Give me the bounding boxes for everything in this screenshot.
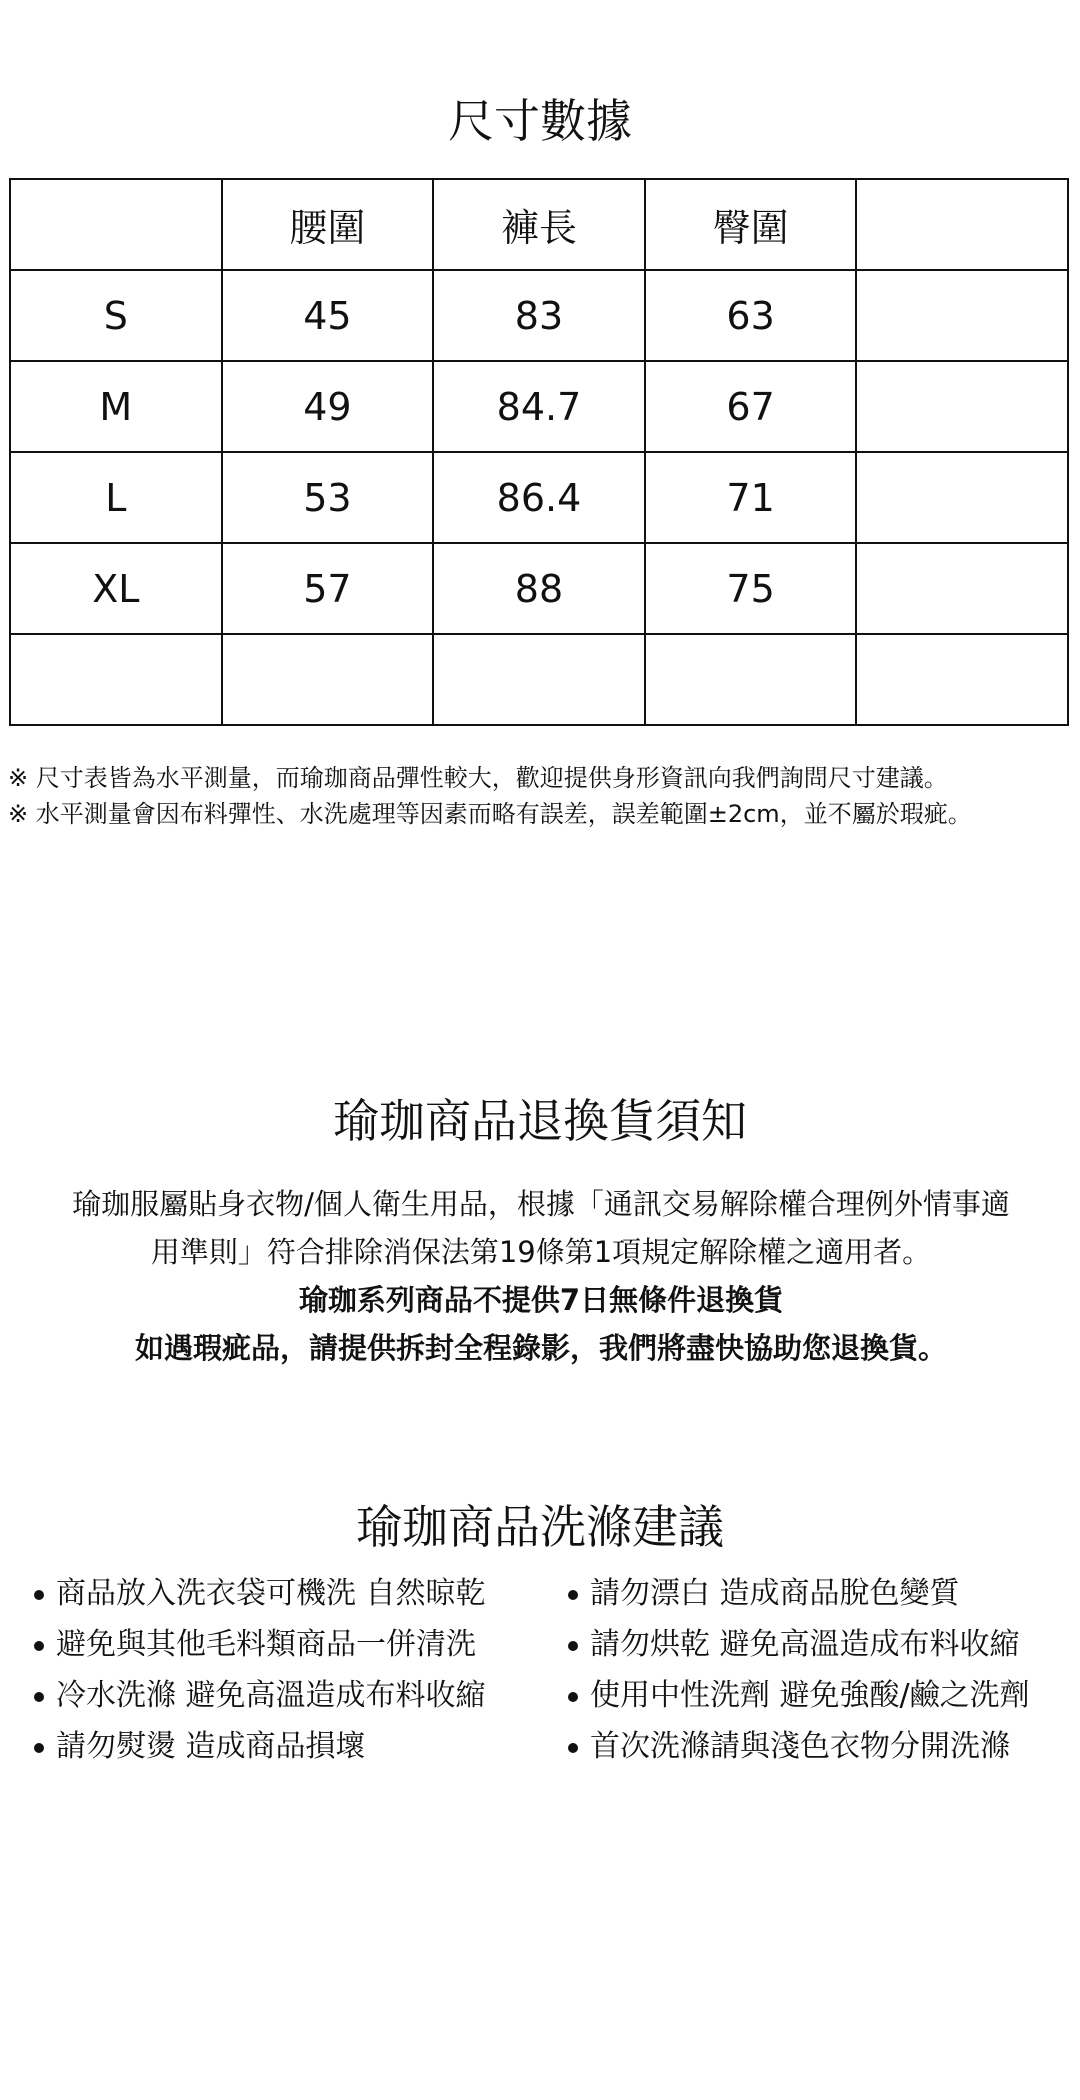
care-item-text: 冷水洗滌 避免高溫造成布料收縮 [56,1678,486,1713]
table-row [10,361,1068,452]
extra-cell [856,361,1068,452]
extra-cell [856,452,1068,543]
header-cell-length: 褲長 [433,179,645,270]
size-table-header-row [10,179,1068,270]
waist-cell: 53 [222,452,434,543]
length-cell [433,634,645,725]
extra-cell [856,634,1068,725]
bullet-icon [34,1641,44,1651]
list-item [544,1670,1030,1721]
length-cell: 83 [433,270,645,361]
bullet-icon [568,1743,578,1753]
care-section-title: 瑜珈商品洗滌建議 [356,1500,724,1554]
return-notice-bold: 如遇瑕疵品，請提供拆封全程錄影，我們將盡快協助您退換貨。 [134,1331,947,1365]
size-cell: L [10,452,222,543]
size-note: ※ 水平測量會因布料彈性、水洗處理等因素而略有誤差，誤差範圍±2cm，並不屬於瑕疵。 [8,800,972,828]
bullet-icon [568,1641,578,1651]
size-table [9,178,1069,726]
care-item-text: 使用中性洗劑 避免強酸/鹼之洗劑 [590,1678,1030,1713]
care-item-text: 商品放入洗衣袋可機洗 自然晾乾 [56,1576,486,1611]
return-paragraph-line: 瑜珈服屬貼身衣物/個人衛生用品，根據「通訊交易解除權合理例外情事適 [72,1187,1010,1221]
table-row [10,543,1068,634]
size-cell [10,634,222,725]
table-row [10,452,1068,543]
header-cell-extra [856,179,1068,270]
header-cell-waist: 腰圍 [222,179,434,270]
header-cell-hip: 臀圍 [645,179,857,270]
length-cell: 86.4 [433,452,645,543]
care-item-text: 避免與其他毛料類商品一併清洗 [56,1627,476,1662]
list-item [544,1721,1030,1772]
list-item [10,1721,486,1772]
list-item [544,1619,1030,1670]
care-item-text: 請勿漂白 造成商品脫色變質 [590,1576,960,1611]
waist-cell [222,634,434,725]
size-cell: M [10,361,222,452]
return-paragraph-line: 用準則」符合排除消保法第19條第1項規定解除權之適用者。 [150,1235,932,1269]
header-cell-blank [10,179,222,270]
bullet-icon [34,1590,44,1600]
length-cell: 84.7 [433,361,645,452]
size-notes [8,760,1076,832]
size-section-title: 尺寸數據 [448,94,632,148]
hip-cell: 67 [645,361,857,452]
list-item [10,1670,486,1721]
hip-cell: 75 [645,543,857,634]
size-cell: S [10,270,222,361]
care-item-text: 請勿熨燙 造成商品損壞 [56,1729,366,1764]
hip-cell [645,634,857,725]
table-row [10,634,1068,725]
list-item [10,1619,486,1670]
size-note: ※ 尺寸表皆為水平測量，而瑜珈商品彈性較大，歡迎提供身形資訊向我們詢問尺寸建議。 [8,764,948,792]
waist-cell: 49 [222,361,434,452]
bullet-icon [34,1692,44,1702]
list-item [10,1568,486,1619]
hip-cell: 71 [645,452,857,543]
length-cell: 88 [433,543,645,634]
care-list-left [10,1568,486,1772]
bullet-icon [568,1692,578,1702]
list-item [544,1568,1030,1619]
size-cell: XL [10,543,222,634]
table-row [10,270,1068,361]
return-policy-text [10,1180,1072,1372]
return-notice-bold: 瑜珈系列商品不提供7日無條件退換貨 [298,1283,784,1317]
care-item-text: 首次洗滌請與淺色衣物分開洗滌 [590,1729,1010,1764]
return-section-title: 瑜珈商品退換貨須知 [333,1094,747,1148]
hip-cell: 63 [645,270,857,361]
waist-cell: 57 [222,543,434,634]
bullet-icon [568,1590,578,1600]
waist-cell: 45 [222,270,434,361]
care-list-right [544,1568,1030,1772]
bullet-icon [34,1743,44,1753]
extra-cell [856,270,1068,361]
extra-cell [856,543,1068,634]
care-item-text: 請勿烘乾 避免高溫造成布料收縮 [590,1627,1020,1662]
